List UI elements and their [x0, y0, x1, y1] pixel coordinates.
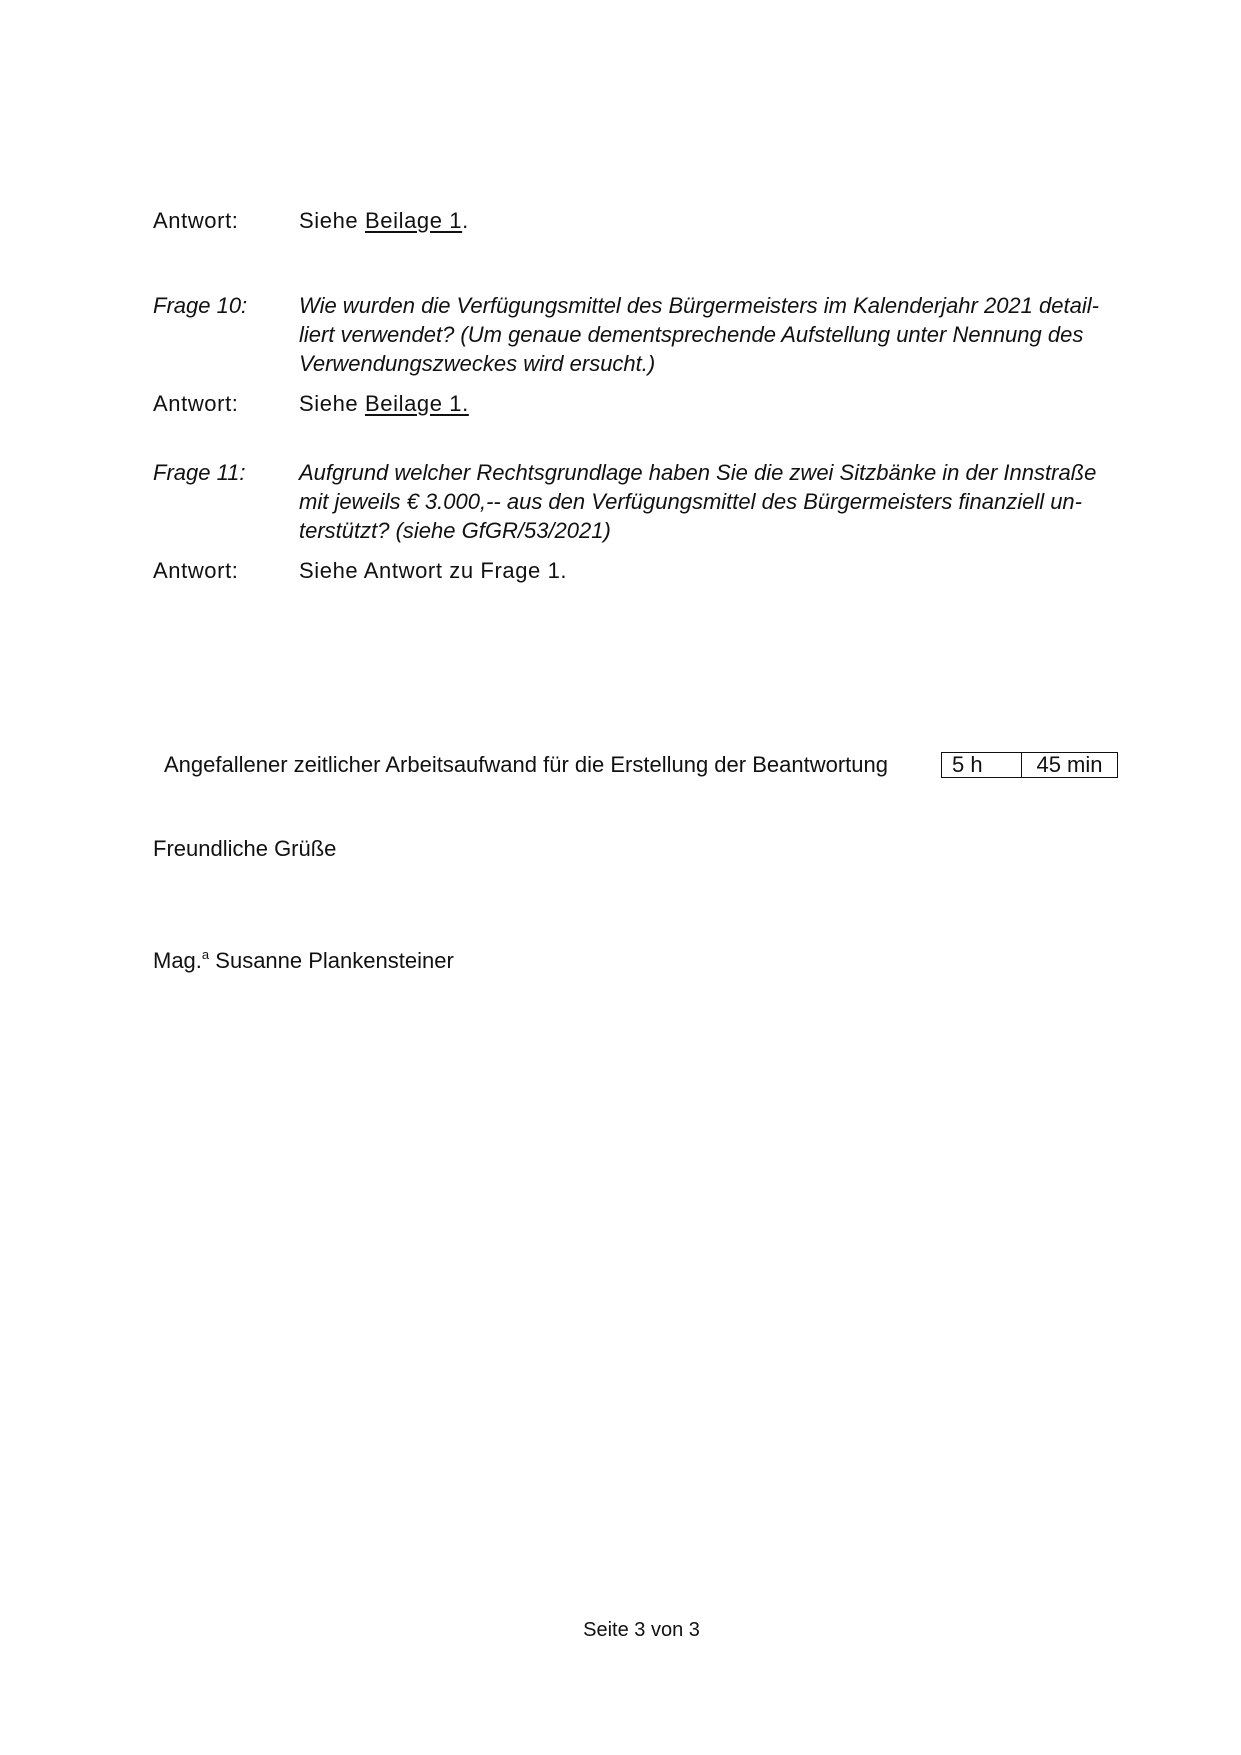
question-label: Frage 10: [153, 293, 248, 318]
question-line: Verwendungszweckes wird ersucht.) [299, 351, 656, 376]
effort-row [942, 753, 1118, 778]
question-text [299, 458, 1241, 545]
beilage-link: Beilage 1. [364, 391, 469, 416]
signature [153, 946, 454, 975]
answer-prefix: Siehe [299, 208, 365, 233]
question-label: Frage 11: [153, 460, 246, 485]
answer-prefix: Siehe [299, 391, 365, 416]
closing-greeting: Freundliche Grüße [153, 836, 337, 861]
effort-table [941, 752, 1118, 778]
question-line: liert verwendet? (Um genaue dementsprechende Aufstellung unter Nennung des [299, 322, 1084, 347]
answer-text: Siehe Antwort zu Frage 1. [299, 558, 568, 583]
effort-minutes: 45 min [1022, 753, 1118, 778]
question-text [299, 291, 1241, 378]
question-line: Aufgrund welcher Rechtsgrundlage haben Sie die zwei Sitzbänke in der Innstraße [299, 460, 1097, 485]
answer-suffix: . [462, 208, 469, 233]
answer-label: Antwort: [153, 391, 239, 416]
answer-text [299, 389, 1241, 418]
question-line: Wie wurden die Verfügungsmittel des Bürgermeisters im Kalenderjahr 2021 detail- [299, 293, 1099, 318]
answer-label: Antwort: [153, 558, 239, 583]
question-line: mit jeweils € 3.000,-- aus den Verfügungsmittel des Bürgermeisters finanziell un- [299, 489, 1082, 514]
signature-title: Mag. [153, 948, 202, 973]
effort-hours: 5 h [942, 753, 1022, 778]
signature-name: Susanne Plankensteiner [215, 948, 454, 973]
beilage-link: Beilage 1 [364, 208, 463, 233]
question-line: terstützt? (siehe GfGR/53/2021) [299, 518, 611, 543]
signature-title-sup: a [201, 947, 210, 962]
effort-label: Angefallener zeitlicher Arbeitsaufwand für die Erstellung der Beantwortung [164, 752, 888, 777]
page-number: Seite 3 von 3 [583, 1619, 700, 1641]
answer-label: Antwort: [153, 208, 239, 233]
answer-text [299, 206, 1241, 235]
